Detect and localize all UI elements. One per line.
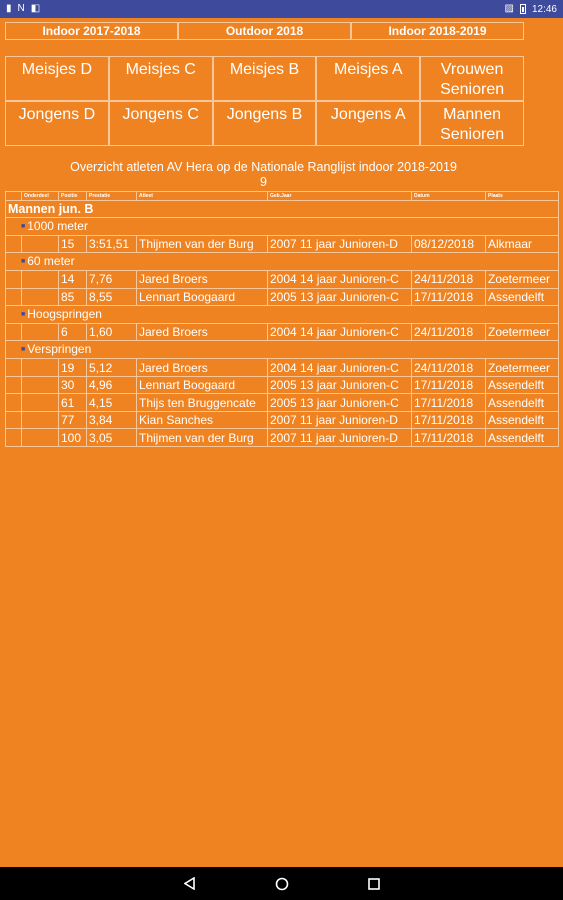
- athlete-cell: Lennart Boogaard: [137, 288, 268, 306]
- nfc-icon: N: [17, 3, 25, 14]
- spacer-cell: [22, 271, 59, 289]
- position-cell: 6: [59, 323, 87, 341]
- table-row: [6, 288, 559, 306]
- event-row[interactable]: [6, 218, 559, 236]
- ranking-table: [5, 191, 559, 447]
- category-button-meisjes-d[interactable]: Meisjes D: [5, 56, 109, 101]
- col-prestatie[interactable]: Prestatie: [87, 192, 137, 201]
- tab-indoor-2018-2019[interactable]: Indoor 2018-2019: [351, 22, 524, 40]
- birthyear-cell: 2005 13 jaar Junioren-C: [268, 288, 412, 306]
- place-cell: Zoetermeer: [486, 323, 559, 341]
- spacer-cell: [22, 235, 59, 253]
- event-cell: [6, 253, 559, 271]
- birthyear-cell: 2007 11 jaar Junioren-D: [268, 411, 412, 429]
- col-gebjaar[interactable]: Geb.Jaar: [268, 192, 412, 201]
- ranking-heading: [0, 160, 527, 190]
- spacer-cell: [6, 411, 22, 429]
- category-button-jongens-b[interactable]: Jongens B: [213, 101, 317, 146]
- home-icon[interactable]: [275, 877, 289, 891]
- table-row: [6, 271, 559, 289]
- date-cell: 17/11/2018: [412, 411, 486, 429]
- table-row: [6, 429, 559, 447]
- performance-cell: 1,60: [87, 323, 137, 341]
- event-row[interactable]: [6, 306, 559, 324]
- collapse-toggle-icon[interactable]: ■: [21, 258, 26, 266]
- spacer-cell: [22, 411, 59, 429]
- page-title: Overzicht atleten AV Hera op de Nationale Ranglijst indoor 2018-2019: [70, 160, 457, 174]
- spacer-cell: [6, 429, 22, 447]
- position-cell: 85: [59, 288, 87, 306]
- date-cell: 17/11/2018: [412, 376, 486, 394]
- table-row: [6, 359, 559, 377]
- date-cell: 17/11/2018: [412, 394, 486, 412]
- athlete-cell: Thijs ten Bruggencate: [137, 394, 268, 412]
- athlete-cell: Thijmen van der Burg: [137, 429, 268, 447]
- position-cell: 30: [59, 376, 87, 394]
- collapse-toggle-icon[interactable]: ■: [21, 310, 26, 318]
- event-cell: [6, 218, 559, 236]
- spacer-cell: [22, 288, 59, 306]
- battery-icon: [520, 4, 526, 14]
- category-button-meisjes-c[interactable]: Meisjes C: [109, 56, 213, 101]
- spacer-cell: [6, 271, 22, 289]
- position-cell: 100: [59, 429, 87, 447]
- status-time: 12:46: [531, 3, 557, 15]
- category-row: [5, 101, 524, 146]
- collapse-toggle-icon[interactable]: ■: [21, 346, 26, 354]
- event-cell: [6, 341, 559, 359]
- collapse-toggle-icon[interactable]: ■: [21, 222, 26, 230]
- no-sim-icon: ▨: [504, 3, 514, 14]
- performance-cell: 5,12: [87, 359, 137, 377]
- season-tabs: [5, 22, 524, 40]
- spacer-cell: [6, 394, 22, 412]
- spacer-cell: [6, 376, 22, 394]
- event-label: 60 meter: [27, 254, 75, 269]
- athlete-cell: Jared Broers: [137, 271, 268, 289]
- date-cell: 08/12/2018: [412, 235, 486, 253]
- event-cell: [6, 306, 559, 324]
- status-bar-left: [6, 4, 40, 14]
- category-button-jongens-c[interactable]: Jongens C: [109, 101, 213, 146]
- performance-cell: 8,55: [87, 288, 137, 306]
- birthyear-cell: 2007 11 jaar Junioren-D: [268, 429, 412, 447]
- table-row: [6, 323, 559, 341]
- status-bar-right: [505, 4, 557, 15]
- col-atleet[interactable]: Atleet: [137, 192, 268, 201]
- date-cell: 24/11/2018: [412, 359, 486, 377]
- position-cell: 15: [59, 235, 87, 253]
- event-label: 1000 meter: [27, 219, 88, 233]
- athlete-cell: Kian Sanches: [137, 411, 268, 429]
- recents-icon[interactable]: [367, 877, 381, 891]
- category-button-vrouwen-senioren[interactable]: Vrouwen Senioren: [420, 56, 524, 101]
- spacer-cell: [6, 359, 22, 377]
- athlete-cell: Lennart Boogaard: [137, 376, 268, 394]
- table-body: [6, 201, 559, 447]
- category-button-meisjes-b[interactable]: Meisjes B: [213, 56, 317, 101]
- athlete-cell: Jared Broers: [137, 323, 268, 341]
- birthyear-cell: 2004 14 jaar Junioren-C: [268, 359, 412, 377]
- position-cell: 61: [59, 394, 87, 412]
- performance-cell: 3,05: [87, 429, 137, 447]
- place-cell: Assendelft: [486, 394, 559, 412]
- spacer-cell: [6, 235, 22, 253]
- athlete-count: 9: [260, 175, 267, 189]
- place-cell: Assendelft: [486, 376, 559, 394]
- place-cell: Zoetermeer: [486, 359, 559, 377]
- back-icon[interactable]: [183, 877, 197, 891]
- birthyear-cell: 2005 13 jaar Junioren-C: [268, 376, 412, 394]
- category-button-jongens-d[interactable]: Jongens D: [5, 101, 109, 146]
- table-header-row: [6, 192, 559, 201]
- category-row: [5, 56, 524, 101]
- performance-cell: 3:51,51: [87, 235, 137, 253]
- navigation-bar: [0, 867, 563, 900]
- event-label: Hoogspringen: [27, 307, 102, 322]
- spacer-cell: [22, 429, 59, 447]
- tab-outdoor-2018[interactable]: Outdoor 2018: [178, 22, 351, 40]
- place-cell: Zoetermeer: [486, 271, 559, 289]
- flag-icon: ▮: [6, 3, 12, 14]
- group-row: [6, 201, 559, 218]
- performance-cell: 4,15: [87, 394, 137, 412]
- event-row[interactable]: [6, 253, 559, 271]
- athlete-cell: Jared Broers: [137, 359, 268, 377]
- category-button-meisjes-a[interactable]: Meisjes A: [316, 56, 420, 101]
- col-plaats[interactable]: Plaats: [486, 192, 559, 201]
- col-positie[interactable]: Positie: [59, 192, 87, 201]
- position-cell: 77: [59, 411, 87, 429]
- performance-cell: 3,84: [87, 411, 137, 429]
- spacer-cell: [22, 376, 59, 394]
- notification-icon: ◧: [30, 3, 41, 14]
- category-button-jongens-a[interactable]: Jongens A: [316, 101, 420, 146]
- category-button-mannen-senioren[interactable]: Mannen Senioren: [420, 101, 524, 146]
- date-cell: 24/11/2018: [412, 271, 486, 289]
- place-cell: Assendelft: [486, 429, 559, 447]
- performance-cell: 7,76: [87, 271, 137, 289]
- table-row: [6, 411, 559, 429]
- date-cell: 17/11/2018: [412, 288, 486, 306]
- performance-cell: 4,96: [87, 376, 137, 394]
- spacer-cell: [22, 359, 59, 377]
- category-grid: [5, 56, 524, 146]
- place-cell: Alkmaar: [486, 235, 559, 253]
- position-cell: 14: [59, 271, 87, 289]
- spacer-cell: [22, 323, 59, 341]
- status-bar: [0, 0, 563, 18]
- position-cell: 19: [59, 359, 87, 377]
- col-datum[interactable]: Datum: [412, 192, 486, 201]
- col-onderdeel[interactable]: Onderdeel: [22, 192, 59, 201]
- place-cell: Assendelft: [486, 411, 559, 429]
- spacer-cell: [22, 394, 59, 412]
- event-label: Verspringen: [27, 342, 92, 357]
- spacer-cell: [6, 288, 22, 306]
- birthyear-cell: 2004 14 jaar Junioren-C: [268, 323, 412, 341]
- group-label: Mannen jun. B: [6, 201, 559, 218]
- tab-indoor-2017-2018[interactable]: Indoor 2017-2018: [5, 22, 178, 40]
- table-row: [6, 394, 559, 412]
- spacer-cell: [6, 323, 22, 341]
- place-cell: Assendelft: [486, 288, 559, 306]
- table-row: [6, 376, 559, 394]
- birthyear-cell: 2005 13 jaar Junioren-C: [268, 394, 412, 412]
- date-cell: 24/11/2018: [412, 323, 486, 341]
- date-cell: 17/11/2018: [412, 429, 486, 447]
- birthyear-cell: 2007 11 jaar Junioren-D: [268, 235, 412, 253]
- event-row[interactable]: [6, 341, 559, 359]
- athlete-cell: Thijmen van der Burg: [137, 235, 268, 253]
- birthyear-cell: 2004 14 jaar Junioren-C: [268, 271, 412, 289]
- table-row: [6, 235, 559, 253]
